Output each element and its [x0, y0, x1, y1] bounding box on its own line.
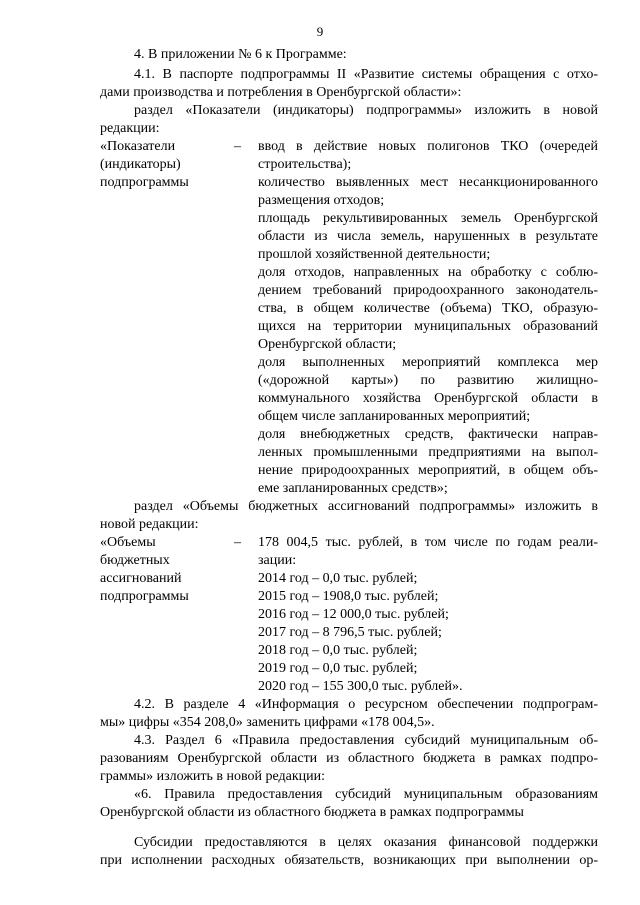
- budget-line-3: 2014 год – 0,0 тыс. рублей;: [258, 571, 418, 586]
- item-4-3-line-1: 4.3. Раздел 6 «Правила предоставления субсидий муниципальным об-: [134, 733, 598, 748]
- indicator-line-18: ленных промышленными предприятиями на выпол-: [258, 445, 598, 460]
- indicator-line-11: щихся на территории муниципальных образований: [258, 319, 598, 334]
- subsidies-line-2: при исполнении расходных обязательств, возникающих при выполнении ор-: [100, 853, 598, 868]
- indicator-line-9: дением требований природоохранного законодатель-: [258, 283, 598, 298]
- indicator-line-5: площадь рекультивированных земель Оренбургской: [258, 211, 598, 226]
- section2-intro-line-2: новой редакции:: [100, 517, 199, 532]
- item-6-line-1: «6. Правила предоставления субсидий муниципальным образованиям: [134, 787, 598, 802]
- item-4-2-line-2: мы» цифры «354 208,0» заменить цифрами «178 004,5».: [100, 715, 435, 730]
- indicator-line-19: нение природоохранных мероприятий, в общем объ-: [258, 463, 598, 478]
- indicator-line-3: количество выявленных мест несанкционированного: [258, 175, 598, 190]
- indicator-line-7: прошлой хозяйственной деятельности;: [258, 247, 491, 262]
- section2-intro-line-1: раздел «Объемы бюджетных ассигнований подпрограммы» изложить в: [134, 499, 598, 514]
- indicator-line-4: размещения отходов;: [258, 193, 385, 208]
- indicators-label-3: подпрограммы: [100, 175, 189, 190]
- item-4-3-line-2: разованиям Оренбургской области из областного бюджета в рамках подпро-: [100, 751, 598, 766]
- budget-label-1: «Объемы: [100, 535, 156, 550]
- indicator-line-1: ввод в действие новых полигонов ТКО (очередей: [258, 139, 598, 154]
- indicators-dash: –: [234, 139, 241, 154]
- item-4-heading: 4. В приложении № 6 к Программе:: [134, 47, 347, 62]
- budget-line-1: 178 004,5 тыс. рублей, в том числе по годам реали-: [258, 535, 598, 550]
- indicators-label-1: «Показатели: [100, 139, 176, 154]
- indicator-line-20: еме запланированных средств»;: [258, 481, 448, 496]
- subsidies-line-1: Субсидии предоставляются в целях оказания финансовой поддержки: [134, 835, 598, 850]
- budget-line-2: зации:: [258, 553, 297, 568]
- indicator-line-2: строительства);: [258, 157, 352, 172]
- budget-line-4: 2015 год – 1908,0 тыс. рублей;: [258, 589, 439, 604]
- indicator-line-13: доля выполненных мероприятий комплекса мер: [258, 355, 598, 370]
- section1-intro-line-2: редакции:: [100, 121, 160, 136]
- budget-label-2: бюджетных: [100, 553, 170, 568]
- budget-line-9: 2020 год – 155 300,0 тыс. рублей».: [258, 679, 463, 694]
- indicators-label-2: (индикаторы): [100, 157, 181, 172]
- indicator-line-8: доля отходов, направленных на обработку с соблю-: [258, 265, 598, 280]
- budget-label-3: ассигнований: [100, 571, 182, 586]
- indicator-line-14: («дорожной карты») по развитию жилищно-: [258, 373, 598, 388]
- item-6-line-2: Оренбургской области из областного бюджета в рамках подпрограммы: [100, 805, 524, 820]
- budget-line-7: 2018 год – 0,0 тыс. рублей;: [258, 643, 418, 658]
- item-4-3-line-3: граммы» изложить в новой редакции:: [100, 769, 326, 784]
- indicator-line-17: доля внебюджетных средств, фактически направ-: [258, 427, 598, 442]
- budget-line-8: 2019 год – 0,0 тыс. рублей;: [258, 661, 418, 676]
- item-4-1-line-1: 4.1. В паспорте подпрограммы II «Развитие системы обращения с отхо-: [134, 67, 598, 82]
- section1-intro-line-1: раздел «Показатели (индикаторы) подпрограммы» изложить в новой: [134, 103, 598, 118]
- item-4-2-line-1: 4.2. В разделе 4 «Информация о ресурсном обеспечении подпрограм-: [134, 697, 598, 712]
- indicator-line-6: области из числа земель, нарушенных в результате: [258, 229, 598, 244]
- indicator-line-15: коммунального хозяйства Оренбургской области в: [258, 391, 598, 406]
- budget-line-6: 2017 год – 8 796,5 тыс. рублей;: [258, 625, 442, 640]
- indicator-line-16: общем числе запланированных мероприятий;: [258, 409, 531, 424]
- indicator-line-10: ства, в общем количестве (объема) ТКО, образую-: [258, 301, 598, 316]
- budget-line-5: 2016 год – 12 000,0 тыс. рублей;: [258, 607, 449, 622]
- budget-dash: –: [234, 535, 241, 550]
- page-number: 9: [316, 24, 324, 39]
- item-4-1-line-2: дами производства и потребления в Оренбургской области»:: [100, 85, 462, 100]
- budget-label-4: подпрограммы: [100, 589, 189, 604]
- indicator-line-12: Оренбургской области;: [258, 337, 397, 352]
